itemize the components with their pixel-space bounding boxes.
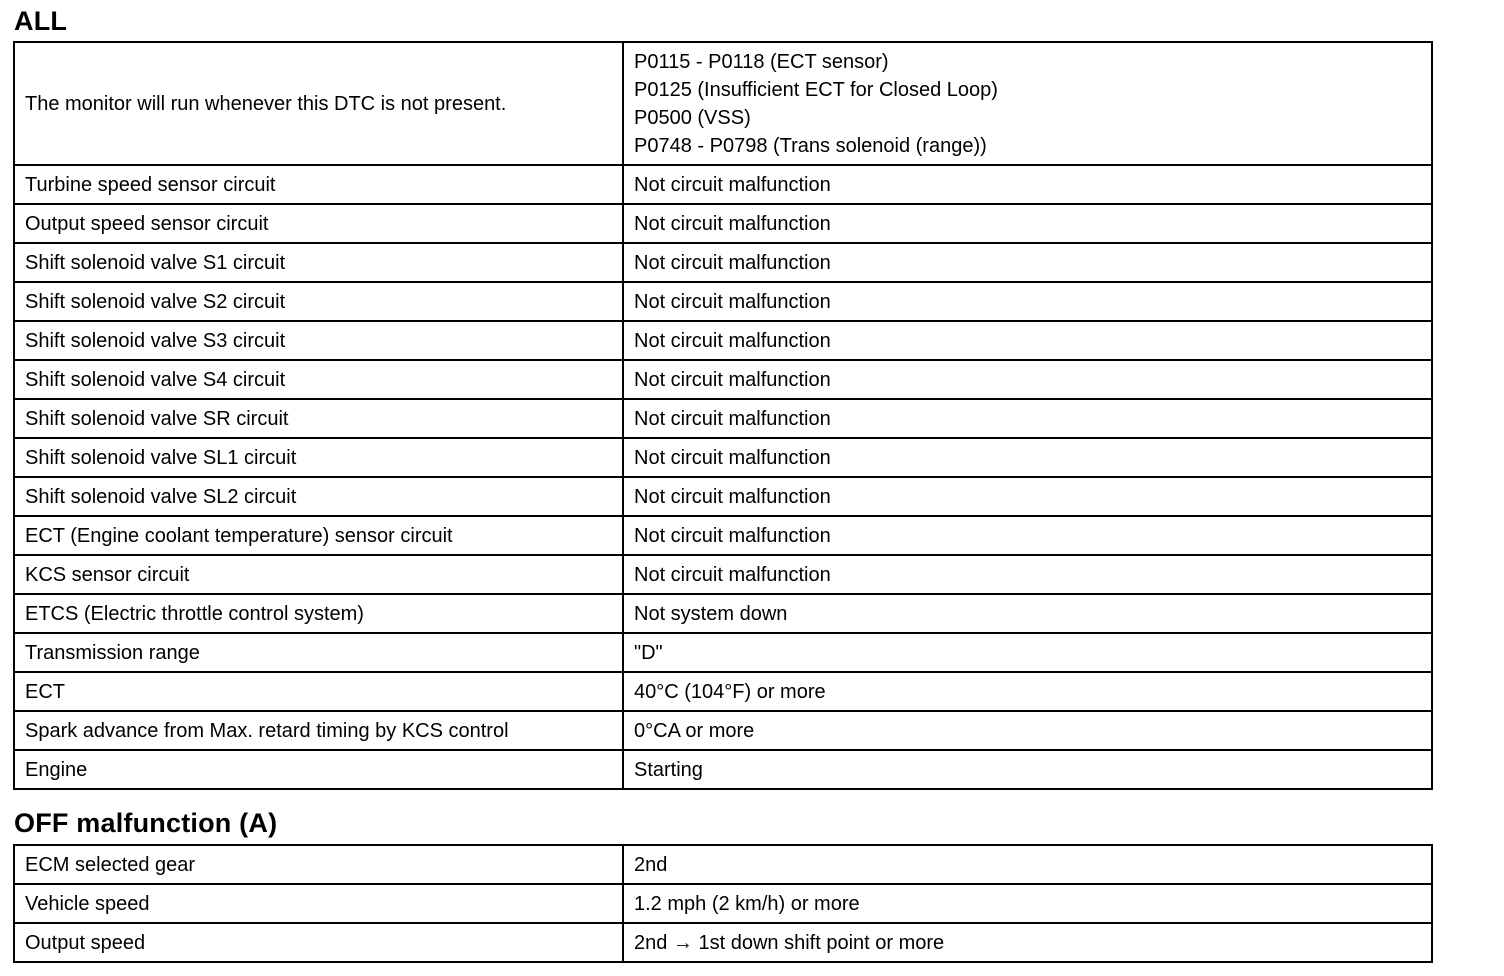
table-row [14, 594, 1432, 633]
condition-cell: Not circuit malfunction [623, 438, 1432, 477]
item-cell: KCS sensor circuit [14, 555, 623, 594]
item-cell: Shift solenoid valve SL1 circuit [14, 438, 623, 477]
condition-cell: "D" [623, 633, 1432, 672]
item-cell: Shift solenoid valve S1 circuit [14, 243, 623, 282]
condition-cell: Not circuit malfunction [623, 477, 1432, 516]
item-cell: Shift solenoid valve S4 circuit [14, 360, 623, 399]
item-cell: The monitor will run whenever this DTC is not present. [14, 42, 623, 165]
table-row [14, 204, 1432, 243]
table-row [14, 711, 1432, 750]
table-row [14, 438, 1432, 477]
item-cell: ECT (Engine coolant temperature) sensor circuit [14, 516, 623, 555]
condition-cell: Starting [623, 750, 1432, 789]
condition-cell: 1.2 mph (2 km/h) or more [623, 884, 1432, 923]
item-cell: Output speed [14, 923, 623, 962]
table-row [14, 633, 1432, 672]
table-row [14, 516, 1432, 555]
condition-cell [623, 42, 1432, 165]
condition-cell: Not circuit malfunction [623, 204, 1432, 243]
condition-cell: Not circuit malfunction [623, 243, 1432, 282]
conditions-table-all [13, 41, 1433, 790]
item-cell: Shift solenoid valve S3 circuit [14, 321, 623, 360]
table-row [14, 672, 1432, 711]
table-row [14, 845, 1432, 884]
item-cell: Turbine speed sensor circuit [14, 165, 623, 204]
table-row [14, 243, 1432, 282]
item-cell: ECM selected gear [14, 845, 623, 884]
conditions-table-off-malfunction [13, 844, 1433, 963]
condition-cell: 2nd → 1st down shift point or more [623, 923, 1432, 962]
item-cell: Output speed sensor circuit [14, 204, 623, 243]
table-row [14, 923, 1432, 962]
table-row [14, 165, 1432, 204]
item-cell: Transmission range [14, 633, 623, 672]
table-row [14, 42, 1432, 165]
item-cell: ETCS (Electric throttle control system) [14, 594, 623, 633]
condition-cell: Not circuit malfunction [623, 516, 1432, 555]
table-row [14, 360, 1432, 399]
item-cell: Engine [14, 750, 623, 789]
condition-cell: 40°C (104°F) or more [623, 672, 1432, 711]
item-cell: Vehicle speed [14, 884, 623, 923]
table-row [14, 884, 1432, 923]
item-cell: Spark advance from Max. retard timing by KCS control [14, 711, 623, 750]
section-heading-off-malfunction: OFF malfunction (A) [14, 808, 278, 838]
condition-cell: Not system down [623, 594, 1432, 633]
condition-cell: Not circuit malfunction [623, 360, 1432, 399]
dtc-line: P0748 - P0798 (Trans solenoid (range)) [634, 134, 987, 157]
dtc-line: P0125 (Insufficient ECT for Closed Loop) [634, 78, 998, 101]
table-row [14, 750, 1432, 789]
table-row [14, 555, 1432, 594]
condition-cell: Not circuit malfunction [623, 555, 1432, 594]
item-cell: Shift solenoid valve SL2 circuit [14, 477, 623, 516]
table-row [14, 399, 1432, 438]
section-heading-all: ALL [14, 6, 68, 36]
condition-cell: 0°CA or more [623, 711, 1432, 750]
condition-cell: Not circuit malfunction [623, 399, 1432, 438]
condition-cell: Not circuit malfunction [623, 321, 1432, 360]
item-cell: Shift solenoid valve SR circuit [14, 399, 623, 438]
table-row [14, 477, 1432, 516]
item-cell: Shift solenoid valve S2 circuit [14, 282, 623, 321]
table-row [14, 321, 1432, 360]
condition-cell: 2nd [623, 845, 1432, 884]
dtc-line: P0115 - P0118 (ECT sensor) [634, 50, 889, 73]
item-cell: ECT [14, 672, 623, 711]
condition-cell: Not circuit malfunction [623, 282, 1432, 321]
table-row [14, 282, 1432, 321]
condition-cell: Not circuit malfunction [623, 165, 1432, 204]
dtc-line: P0500 (VSS) [634, 106, 751, 129]
